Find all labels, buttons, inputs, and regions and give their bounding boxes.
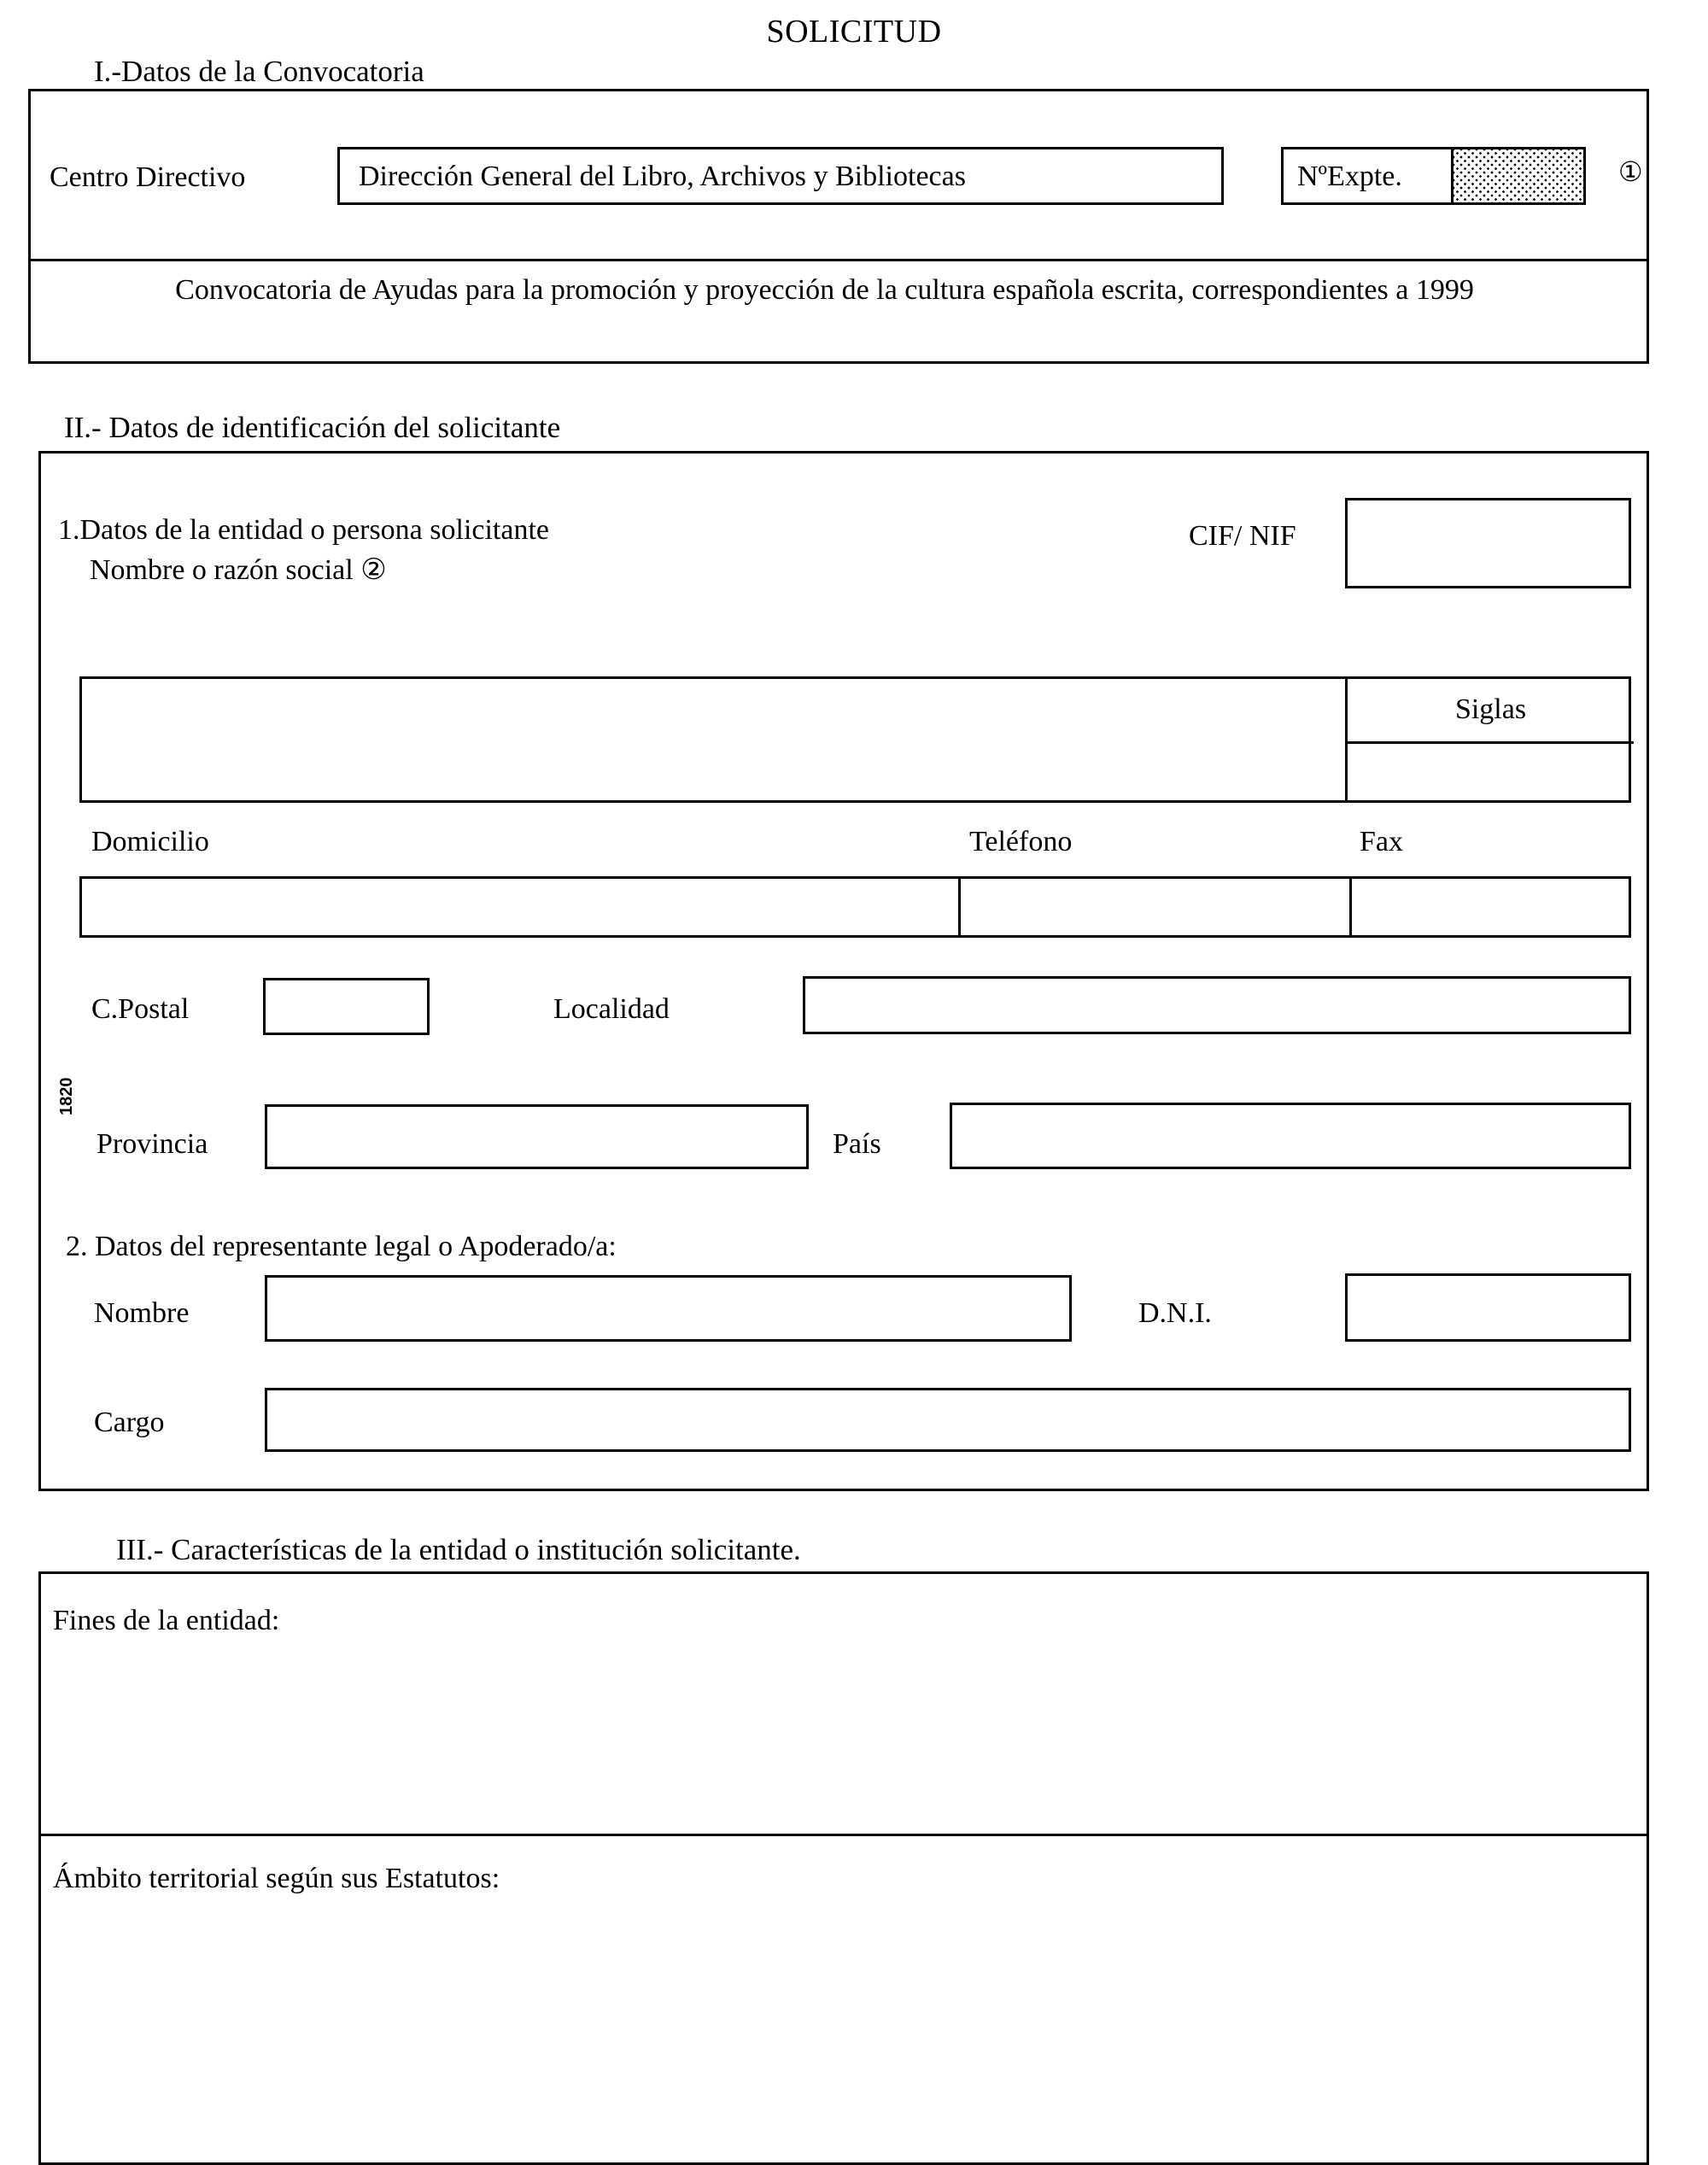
localidad-label: Localidad [553,993,670,1025]
cif-nif-field[interactable] [1345,498,1631,588]
telefono-label: Teléfono [969,826,1073,857]
convocatoria-text: Convocatoria de Ayudas para la promoción y proyección de la cultura española escrita, correspondientes a 1999 [175,274,1474,306]
representante-nombre-label: Nombre [94,1297,190,1329]
telefono-fax-divider [1349,879,1352,935]
cpostal-label: C.Postal [91,993,190,1025]
domicilio-telefono-divider [958,879,961,935]
representante-nombre-field[interactable] [265,1275,1072,1342]
fines-entidad-value[interactable] [53,1650,1629,1821]
subsection-1-heading: 1.Datos de la entidad o persona solicitante [58,514,549,546]
siglas-row-divider [1345,741,1634,744]
fax-label: Fax [1360,826,1403,857]
cargo-field[interactable] [265,1388,1631,1452]
centro-directivo-value: Dirección General del Libro, Archivos y Bibliotecas [359,161,966,192]
dni-label: D.N.I. [1138,1297,1212,1329]
dni-field[interactable] [1345,1273,1631,1342]
note-marker-1-icon: ① [1618,155,1643,188]
subsection-2-heading: 2. Datos del representante legal o Apoderado/a: [66,1231,617,1262]
nombre-razon-social-label: Nombre o razón social ② [90,554,387,586]
localidad-field[interactable] [803,976,1631,1034]
cargo-label: Cargo [94,1407,165,1438]
siglas-label: Siglas [1454,693,1527,725]
section-i-heading: I.-Datos de la Convocatoria [94,55,424,88]
pais-label: País [833,1128,881,1160]
provincia-label: Provincia [97,1128,208,1160]
page-title: SOLICITUD [766,14,942,50]
domicilio-label: Domicilio [91,826,209,857]
cif-nif-label: CIF/ NIF [1189,520,1296,552]
expediente-label: NºExpte. [1297,161,1402,192]
domicilio-telefono-fax-row [79,876,1631,938]
provincia-field[interactable] [265,1104,809,1169]
form-code-marker: 1820 [57,1077,76,1115]
fines-entidad-label: Fines de la entidad: [53,1605,280,1636]
section-iii-divider [38,1834,1649,1836]
section-iii-heading: III.- Características de la entidad o institución solicitante. [116,1533,801,1566]
pais-field[interactable] [950,1103,1631,1169]
expediente-input[interactable] [1454,149,1583,202]
section-i-container [28,89,1649,364]
ambito-territorial-value[interactable] [53,1908,1629,2147]
section-i-divider [28,259,1649,261]
centro-directivo-label: Centro Directivo [50,161,246,193]
section-ii-heading: II.- Datos de identificación del solicitante [64,411,561,444]
expediente-container [1281,147,1586,205]
nombre-razon-social-container [79,676,1631,803]
centro-directivo-field[interactable] [337,147,1224,205]
ambito-territorial-label: Ámbito territorial según sus Estatutos: [53,1863,500,1894]
cpostal-field[interactable] [263,978,430,1035]
